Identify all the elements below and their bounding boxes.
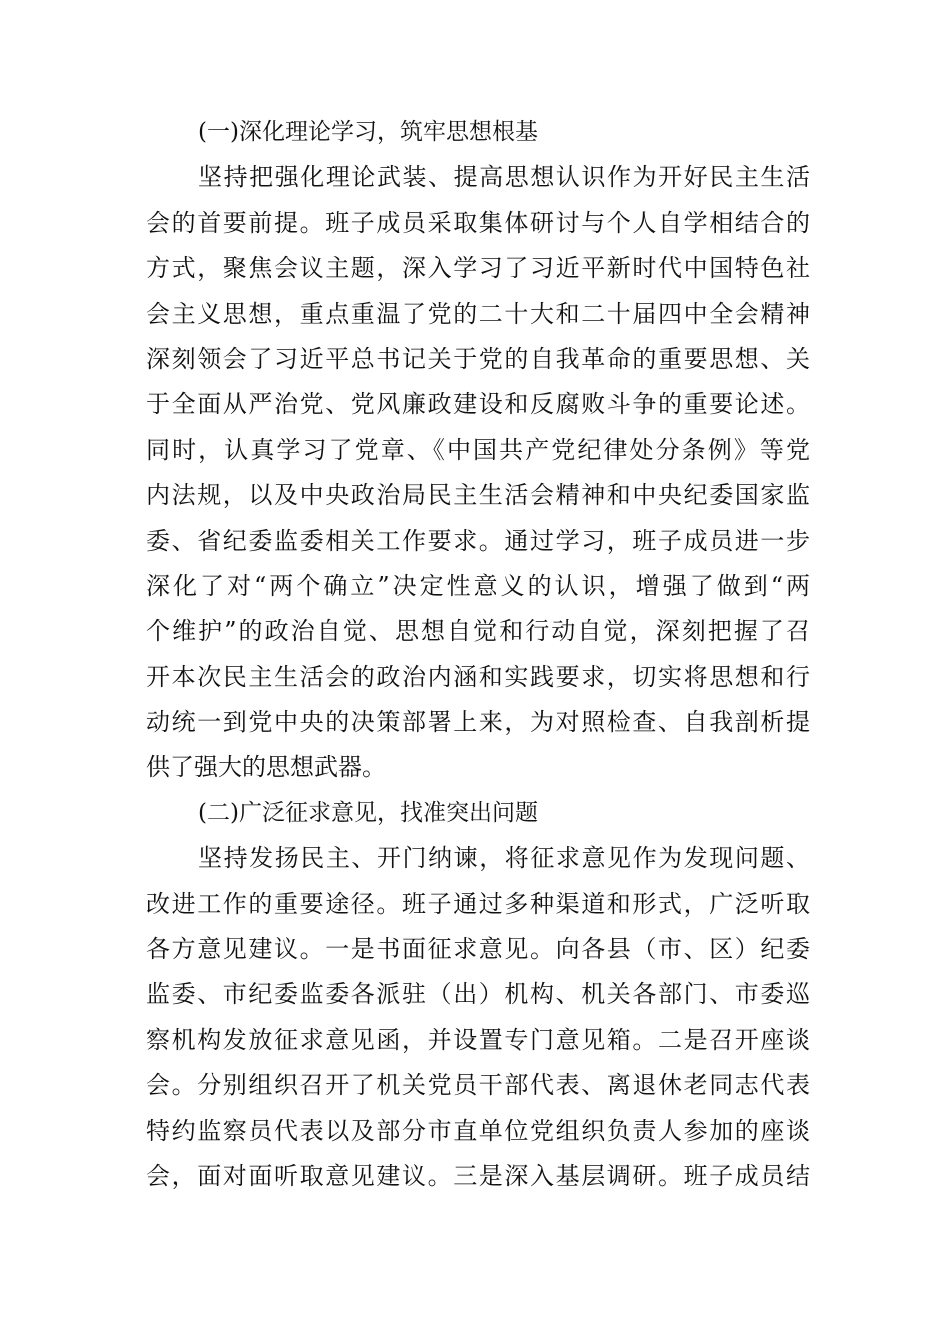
paragraph-line: 同时，认真学习了党章、《中国共产党纪律处分条例》等党 bbox=[146, 435, 810, 464]
paragraph-line: 各方意见建议。一是书面征求意见。向各县（市、区）纪委 bbox=[146, 935, 810, 964]
paragraph-line: 会的首要前提。班子成员采取集体研讨与个人自学相结合的 bbox=[146, 208, 810, 237]
paragraph-line: 坚持发扬民主、开门纳谏，将征求意见作为发现问题、 bbox=[198, 844, 810, 873]
paragraph-line: 特约监察员代表以及部分市直单位党组织负责人参加的座谈 bbox=[146, 1116, 810, 1145]
paragraph-line: 深刻领会了习近平总书记关于党的自我革命的重要思想、关 bbox=[146, 344, 810, 373]
paragraph-line: 深化了对“两个确立”决定性意义的认识，增强了做到“两 bbox=[146, 571, 810, 600]
paragraph-line: 开本次民主生活会的政治内涵和实践要求，切实将思想和行 bbox=[146, 662, 810, 691]
paragraph-line: 方式，聚焦会议主题，深入学习了习近平新时代中国特色社 bbox=[146, 254, 810, 283]
paragraph-line: 委、省纪委监委相关工作要求。通过学习，班子成员进一步 bbox=[146, 526, 810, 555]
paragraph-line: 监委、市纪委监委各派驻（出）机构、机关各部门、市委巡 bbox=[146, 980, 810, 1009]
document-body bbox=[146, 110, 810, 1199]
section-heading-2: (二)广泛征求意见，找准突出问题 bbox=[198, 799, 538, 826]
paragraph-line: 会，面对面听取意见建议。三是深入基层调研。班子成员结 bbox=[146, 1161, 810, 1190]
paragraph-line: 动统一到党中央的决策部署上来，为对照检查、自我剖析提 bbox=[146, 708, 810, 737]
paragraph-line: 会主义思想，重点重温了党的二十大和二十届四中全会精神 bbox=[146, 299, 810, 328]
paragraph-line: 会。分别组织召开了机关党员干部代表、离退休老同志代表 bbox=[146, 1071, 810, 1100]
section-heading-1: (一)深化理论学习，筑牢思想根基 bbox=[198, 119, 538, 145]
paragraph-line: 坚持把强化理论武装、提高思想认识作为开好民主生活 bbox=[198, 163, 810, 192]
paragraph-line: 供了强大的思想武器。 bbox=[146, 753, 386, 782]
paragraph-line: 于全面从严治党、党风廉政建设和反腐败斗争的重要论述。 bbox=[146, 390, 810, 419]
paragraph-line: 个维护”的政治自觉、思想自觉和行动自觉，深刻把握了召 bbox=[146, 617, 810, 646]
paragraph-line: 察机构发放征求意见函，并设置专门意见箱。二是召开座谈 bbox=[146, 1025, 810, 1054]
paragraph-line: 改进工作的重要途径。班子通过多种渠道和形式，广泛听取 bbox=[146, 889, 810, 918]
paragraph-line: 内法规，以及中央政治局民主生活会精神和中央纪委国家监 bbox=[146, 481, 810, 510]
